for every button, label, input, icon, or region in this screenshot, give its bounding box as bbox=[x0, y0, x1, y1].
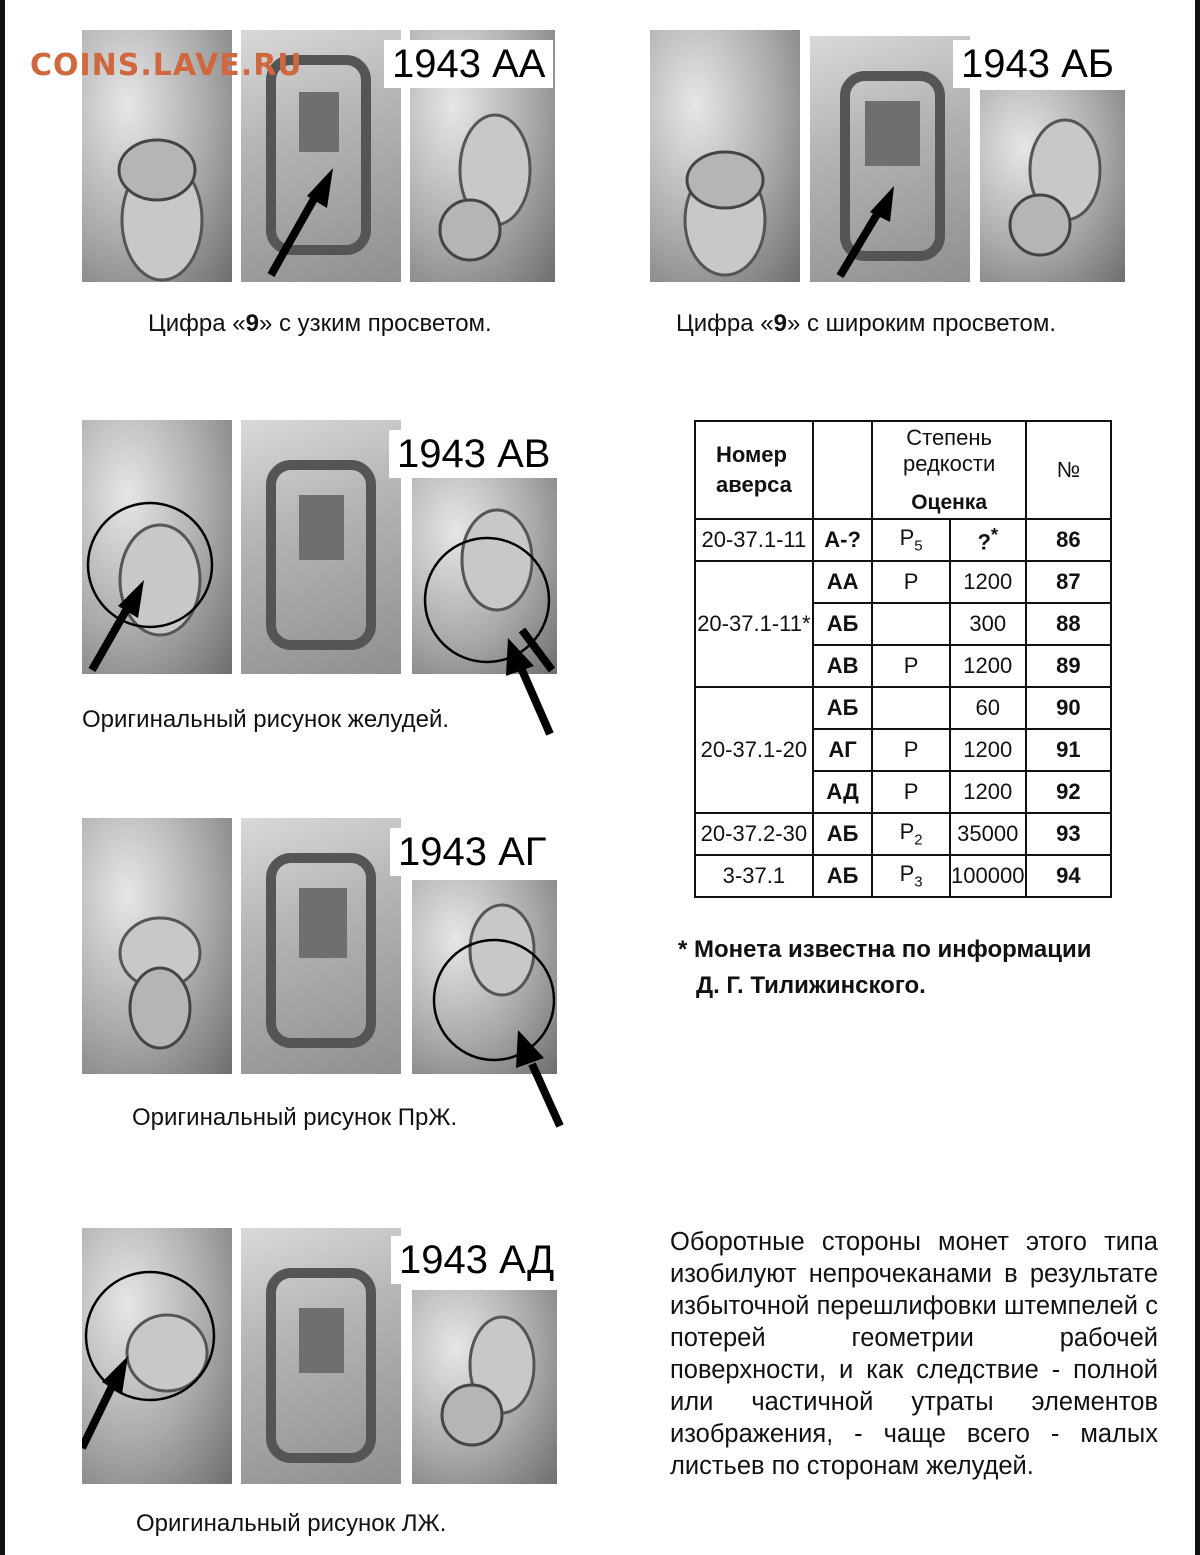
code-cell: АБ bbox=[813, 687, 873, 729]
number-cell: 92 bbox=[1026, 771, 1111, 813]
table-header-row bbox=[695, 421, 1111, 519]
rarity-cell bbox=[872, 687, 949, 729]
photo-left-acorn bbox=[82, 420, 232, 674]
photo-left-acorn bbox=[650, 30, 800, 282]
number-cell: 94 bbox=[1026, 855, 1111, 897]
code-cell: АБ bbox=[813, 855, 873, 897]
left-border bbox=[0, 0, 5, 1555]
footnote: * Монета известна по информации Д. Г. Тилижинского. bbox=[678, 936, 1092, 999]
header-code bbox=[813, 421, 873, 519]
variant-caption: Цифра «9» с широким просветом. bbox=[676, 310, 1057, 337]
estimate-cell: 60 bbox=[950, 687, 1026, 729]
rarity-cell bbox=[872, 603, 949, 645]
table-row bbox=[695, 687, 1111, 729]
rarity-cell: Р bbox=[872, 729, 949, 771]
estimate-cell: 1200 bbox=[950, 771, 1026, 813]
rarity-table bbox=[694, 420, 1112, 898]
variant-label: 1943 АБ bbox=[953, 40, 1122, 88]
avers-cell: 20-37.2-30 bbox=[695, 813, 813, 855]
number-cell: 93 bbox=[1026, 813, 1111, 855]
estimate-cell: 300 bbox=[950, 603, 1026, 645]
variant-label: 1943 АГ bbox=[390, 828, 554, 876]
variant-caption: Оригинальный рисунок желудей. bbox=[82, 706, 450, 733]
header-avers: Номер аверса bbox=[695, 421, 813, 519]
rarity-cell: $Р_5$ bbox=[872, 519, 949, 561]
photo-right-acorn bbox=[980, 90, 1125, 282]
photo-digit-nine bbox=[241, 1228, 401, 1484]
rarity-cell: Р bbox=[872, 771, 949, 813]
table-row bbox=[695, 561, 1111, 603]
number-cell: 87 bbox=[1026, 561, 1111, 603]
photo-right-acorn bbox=[412, 1290, 557, 1484]
code-cell: АБ bbox=[813, 603, 873, 645]
watermark: COINS.LAVE.RU bbox=[30, 48, 303, 83]
right-border bbox=[1195, 0, 1200, 1555]
header-number: № bbox=[1026, 421, 1111, 519]
avers-cell: 20-37.1-11 bbox=[695, 519, 813, 561]
table-row bbox=[695, 813, 1111, 855]
code-cell: АГ bbox=[813, 729, 873, 771]
photo-digit-nine bbox=[241, 818, 401, 1074]
rarity-cell: Р bbox=[872, 645, 949, 687]
avers-cell: 20-37.1-11* bbox=[695, 561, 813, 687]
arrow-icon bbox=[500, 630, 560, 740]
number-cell: 91 bbox=[1026, 729, 1111, 771]
estimate-cell: 1200 bbox=[950, 645, 1026, 687]
variant-label: 1943 АВ bbox=[389, 430, 558, 478]
code-cell: АВ bbox=[813, 645, 873, 687]
rarity-cell: Р bbox=[872, 561, 949, 603]
estimate-cell: 1200 bbox=[950, 561, 1026, 603]
variant-caption: Цифра «9» с узким просветом. bbox=[148, 310, 492, 337]
number-cell: 89 bbox=[1026, 645, 1111, 687]
arrow-icon bbox=[508, 1022, 568, 1132]
code-cell: А-? bbox=[813, 519, 873, 561]
photo-left-acorn bbox=[82, 1228, 232, 1484]
estimate-cell: 1200 bbox=[950, 729, 1026, 771]
avers-cell: 20-37.1-20 bbox=[695, 687, 813, 813]
number-cell: 86 bbox=[1026, 519, 1111, 561]
number-cell: 88 bbox=[1026, 603, 1111, 645]
code-cell: АД bbox=[813, 771, 873, 813]
description-paragraph: Оборотные стороны монет этого типа изобилуют непрочеканами в результате избыточной перешлифовки штемпелей с потерей геометрии рабочей поверхности, и как следствие - полной или частичной утраты элементов изображения, - чаще всего - малых листьев по сторонам желудей. bbox=[670, 1228, 1158, 1480]
avers-cell: 3-37.1 bbox=[695, 855, 813, 897]
table-row bbox=[695, 855, 1111, 897]
number-cell: 90 bbox=[1026, 687, 1111, 729]
code-cell: АА bbox=[813, 561, 873, 603]
table-row bbox=[695, 519, 1111, 561]
rarity-cell: $Р_2$ bbox=[872, 813, 949, 855]
variant-label: 1943 АД bbox=[391, 1236, 562, 1284]
variant-label: 1943 АА bbox=[384, 40, 553, 88]
estimate-cell: 100000 bbox=[950, 855, 1026, 897]
photo-left-acorn bbox=[82, 818, 232, 1074]
photo-digit-nine bbox=[810, 36, 970, 282]
photo-digit-nine bbox=[241, 420, 401, 674]
header-rarity: Степень редкости Оценка bbox=[872, 421, 1025, 519]
estimate-cell: ?* bbox=[950, 519, 1026, 561]
code-cell: АБ bbox=[813, 813, 873, 855]
variant-caption: Оригинальный рисунок ПрЖ. bbox=[132, 1104, 458, 1131]
rarity-cell: $Р_3$ bbox=[872, 855, 949, 897]
estimate-cell: 35000 bbox=[950, 813, 1026, 855]
variant-caption: Оригинальный рисунок ЛЖ. bbox=[136, 1510, 447, 1537]
